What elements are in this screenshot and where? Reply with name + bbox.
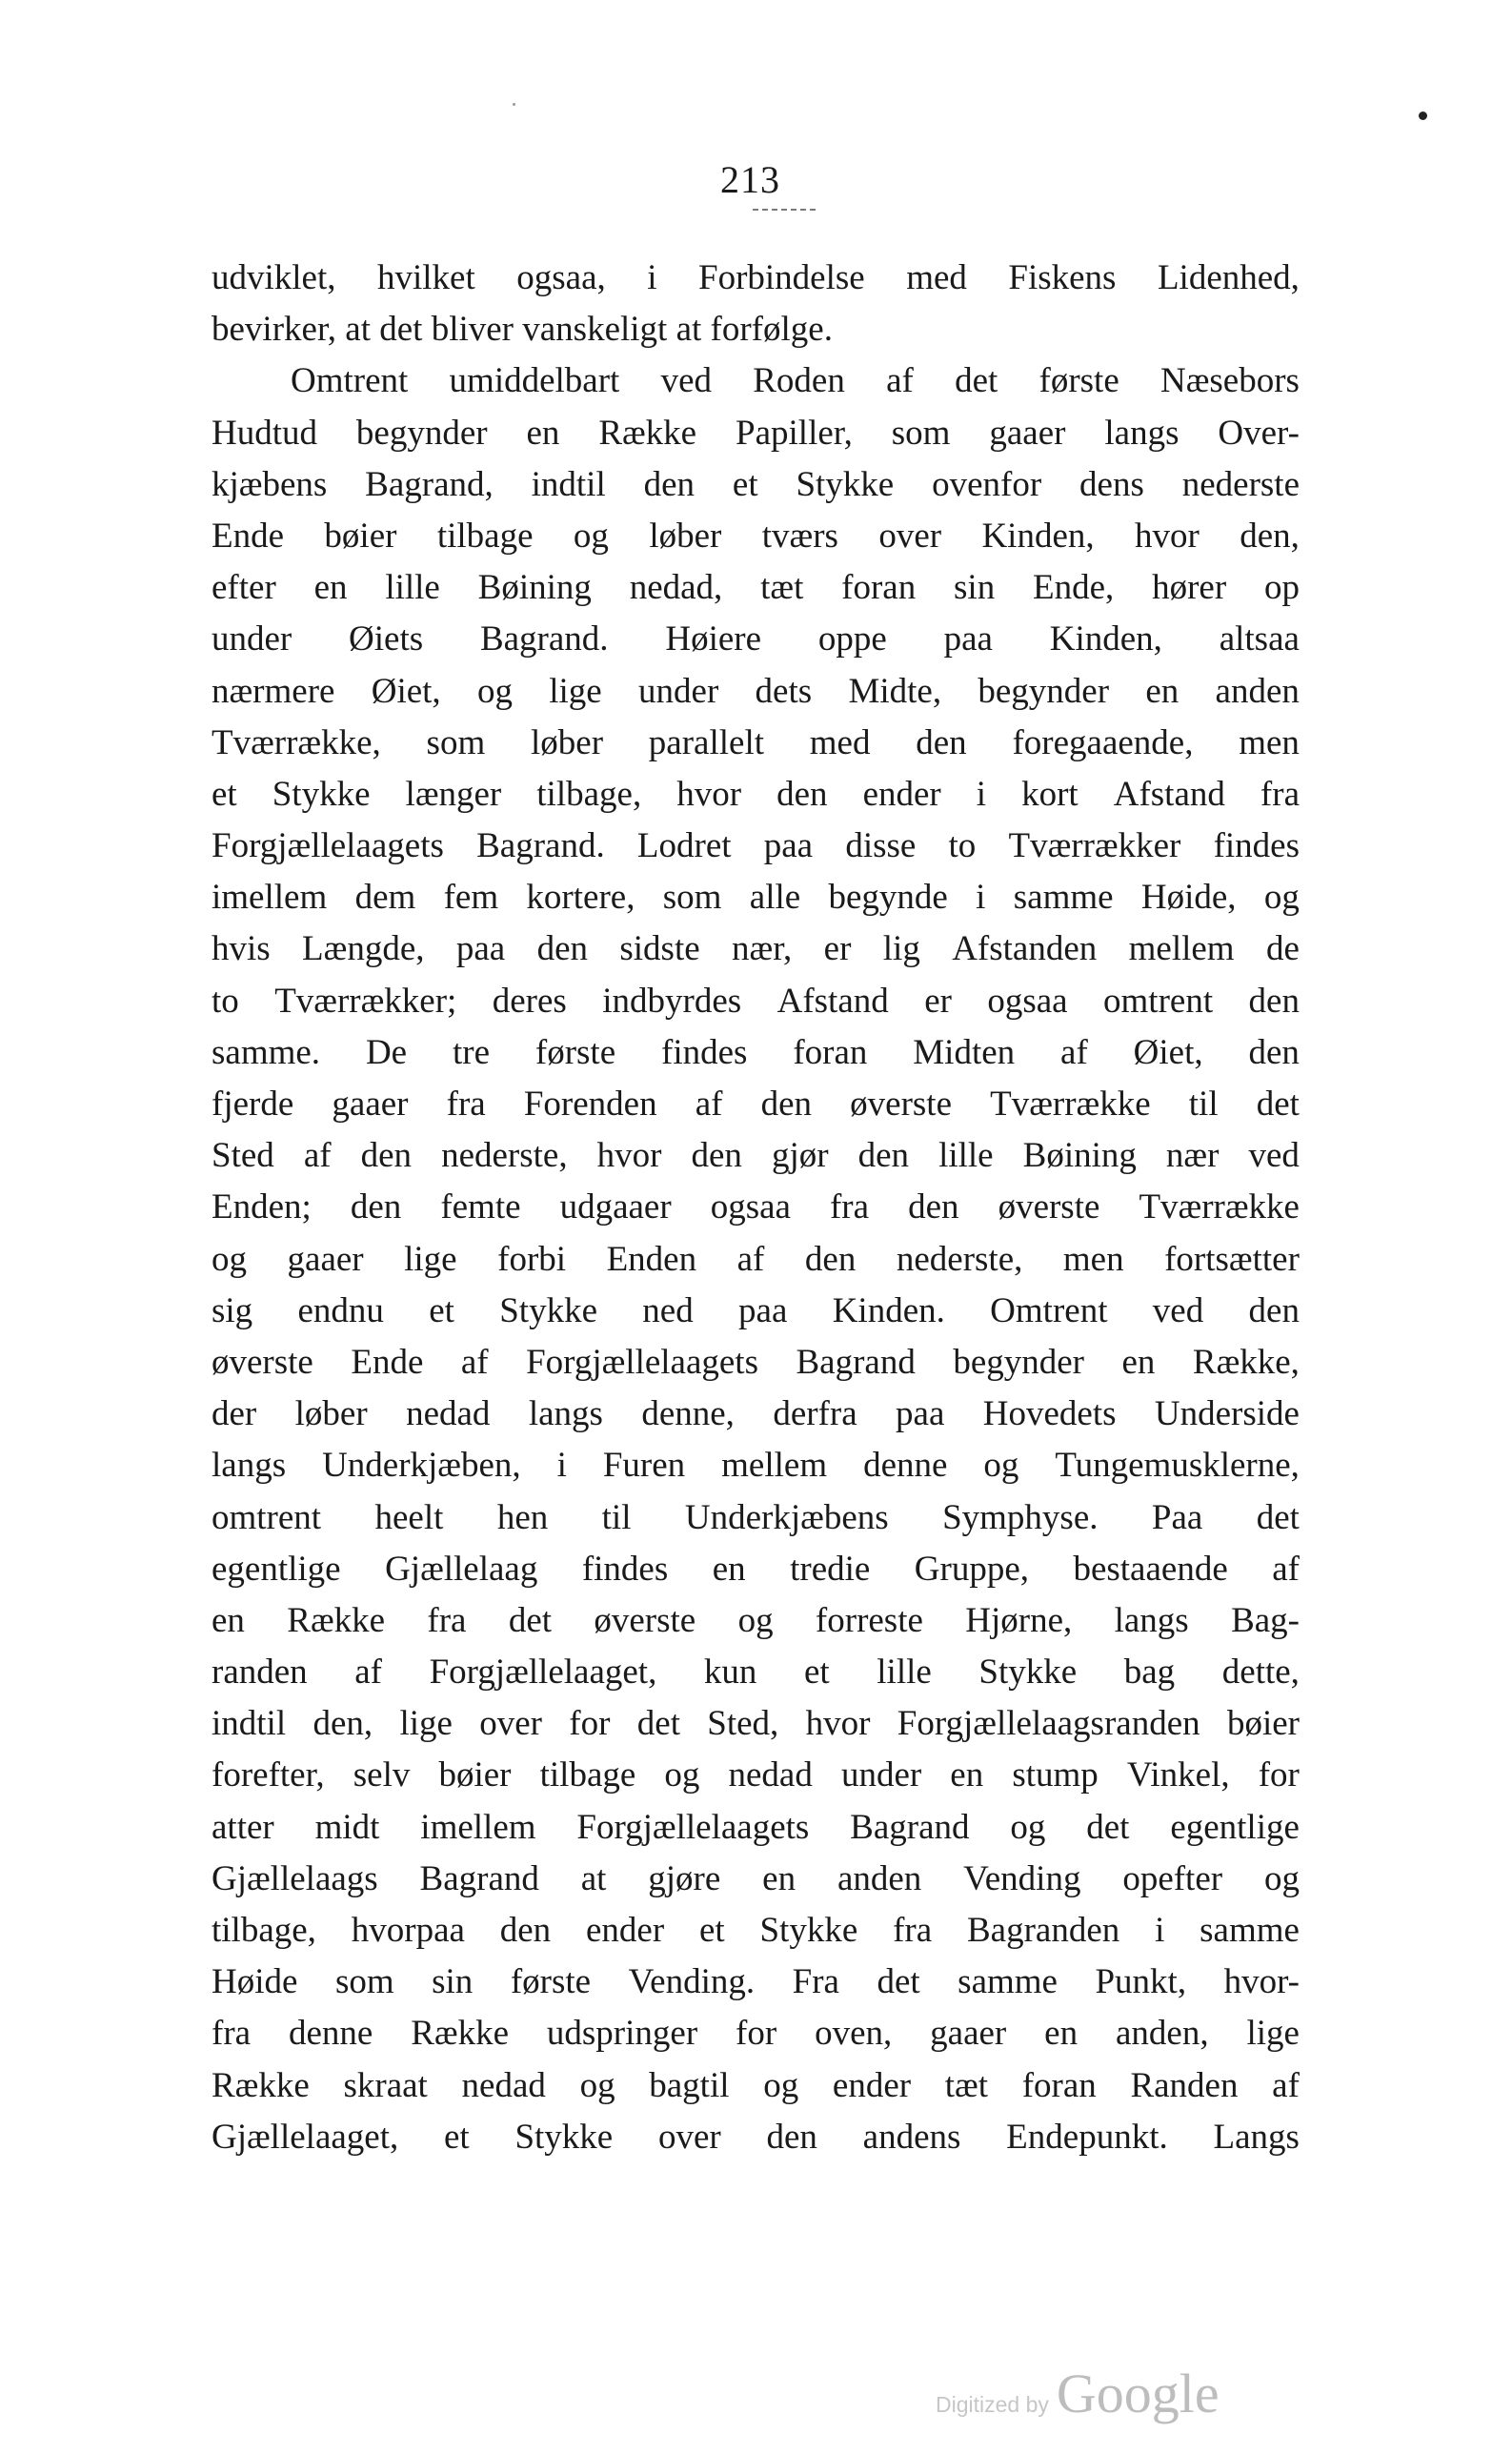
text-line: randen af Forgjællelaaget, kun et lille Stykke bag dette, xyxy=(212,1653,1300,1693)
text-line: kjæbens Bagrand, indtil den et Stykke ovenfor dens nederste xyxy=(212,464,1300,504)
text-line: øverste Ende af Forgjællelaagets Bagrand begynder en Række, xyxy=(212,1342,1300,1382)
text-line: to Tværrækker; deres indbyrdes Afstand er ogsaa omtrent den xyxy=(212,981,1300,1021)
text-line: imellem dem fem kortere, som alle begynde i samme Høide, og xyxy=(212,878,1300,918)
text-line: Gjællelaaget, et Stykke over den andens Endepunkt. Langs xyxy=(212,2117,1300,2157)
text-line: bevirker, at det bliver vanskeligt at forfølge. xyxy=(212,310,833,350)
text-line: et Stykke længer tilbage, hvor den ender i kort Afstand fra xyxy=(212,774,1300,814)
text-line: der løber nedad langs denne, derfra paa Hovedets Underside xyxy=(212,1394,1300,1434)
text-line: Række skraat nedad og bagtil og ender tæt foran Randen af xyxy=(212,2065,1300,2105)
text-line: Enden; den femte udgaaer ogsaa fra den øverste Tværrække xyxy=(212,1187,1300,1227)
text-line: og gaaer lige forbi Enden af den nederste, men fortsætter xyxy=(212,1239,1300,1279)
paper-speck xyxy=(1419,112,1427,120)
text-line: sig endnu et Stykke ned paa Kinden. Omtrent ved den xyxy=(212,1290,1300,1330)
text-line: Sted af den nederste, hvor den gjør den lille Bøining nær ved xyxy=(212,1136,1300,1176)
watermark-brand: Google xyxy=(1056,2363,1220,2424)
text-line: atter midt imellem Forgjællelaagets Bagrand og det egentlige xyxy=(212,1807,1300,1847)
page-number: 213 xyxy=(720,158,780,201)
text-line: efter en lille Bøining nedad, tæt foran sin Ende, hører op xyxy=(212,568,1300,608)
paper-speck xyxy=(513,103,515,106)
text-line: Høide som sin første Vending. Fra det samme Punkt, hvor- xyxy=(212,1962,1300,2002)
digitization-watermark xyxy=(936,2362,1220,2425)
text-line: fjerde gaaer fra Forenden af den øverste Tværrække til det xyxy=(212,1085,1300,1124)
text-line: Ende bøier tilbage og løber tværs over Kinden, hvor den, xyxy=(212,516,1300,556)
text-line: Hudtud begynder en Række Papiller, som gaaer langs Over- xyxy=(212,413,1300,453)
text-line: forefter, selv bøier tilbage og nedad under en stump Vinkel, for xyxy=(212,1755,1300,1795)
text-line: tilbage, hvorpaa den ender et Stykke fra Bagranden i samme xyxy=(212,1911,1300,1950)
text-line: en Række fra det øverste og forreste Hjørne, langs Bag- xyxy=(212,1600,1300,1640)
text-line: Tværrække, som løber parallelt med den foregaaende, men xyxy=(212,722,1300,762)
text-line: fra denne Række udspringer for oven, gaaer en anden, lige xyxy=(212,2014,1300,2054)
text-line: nærmere Øiet, og lige under dets Midte, begynder en anden xyxy=(212,671,1300,711)
text-line: omtrent heelt hen til Underkjæbens Symphyse. Paa det xyxy=(212,1497,1300,1537)
text-line: Forgjællelaagets Bagrand. Lodret paa disse to Tværrækker findes xyxy=(212,826,1300,866)
text-line: Omtrent umiddelbart ved Roden af det første Næsebors xyxy=(291,361,1300,401)
page-number-rule xyxy=(753,209,816,211)
body-text xyxy=(212,253,1300,2163)
text-line: egentlige Gjællelaag findes en tredie Gruppe, bestaaende af xyxy=(212,1549,1300,1589)
text-line: under Øiets Bagrand. Høiere oppe paa Kinden, altsaa xyxy=(212,619,1300,659)
text-line: hvis Længde, paa den sidste nær, er lig Afstanden mellem de xyxy=(212,929,1300,969)
text-line: langs Underkjæben, i Furen mellem denne og Tungemusklerne, xyxy=(212,1446,1300,1486)
text-line: udviklet, hvilket ogsaa, i Forbindelse med Fiskens Lidenhed, xyxy=(212,258,1300,297)
text-line: indtil den, lige over for det Sted, hvor Forgjællelaagsranden bøier xyxy=(212,1704,1300,1744)
text-line: samme. De tre første findes foran Midten af Øiet, den xyxy=(212,1032,1300,1072)
text-line: Gjællelaags Bagrand at gjøre en anden Vending opefter og xyxy=(212,1858,1300,1898)
watermark-prefix: Digitized by xyxy=(936,2392,1049,2417)
